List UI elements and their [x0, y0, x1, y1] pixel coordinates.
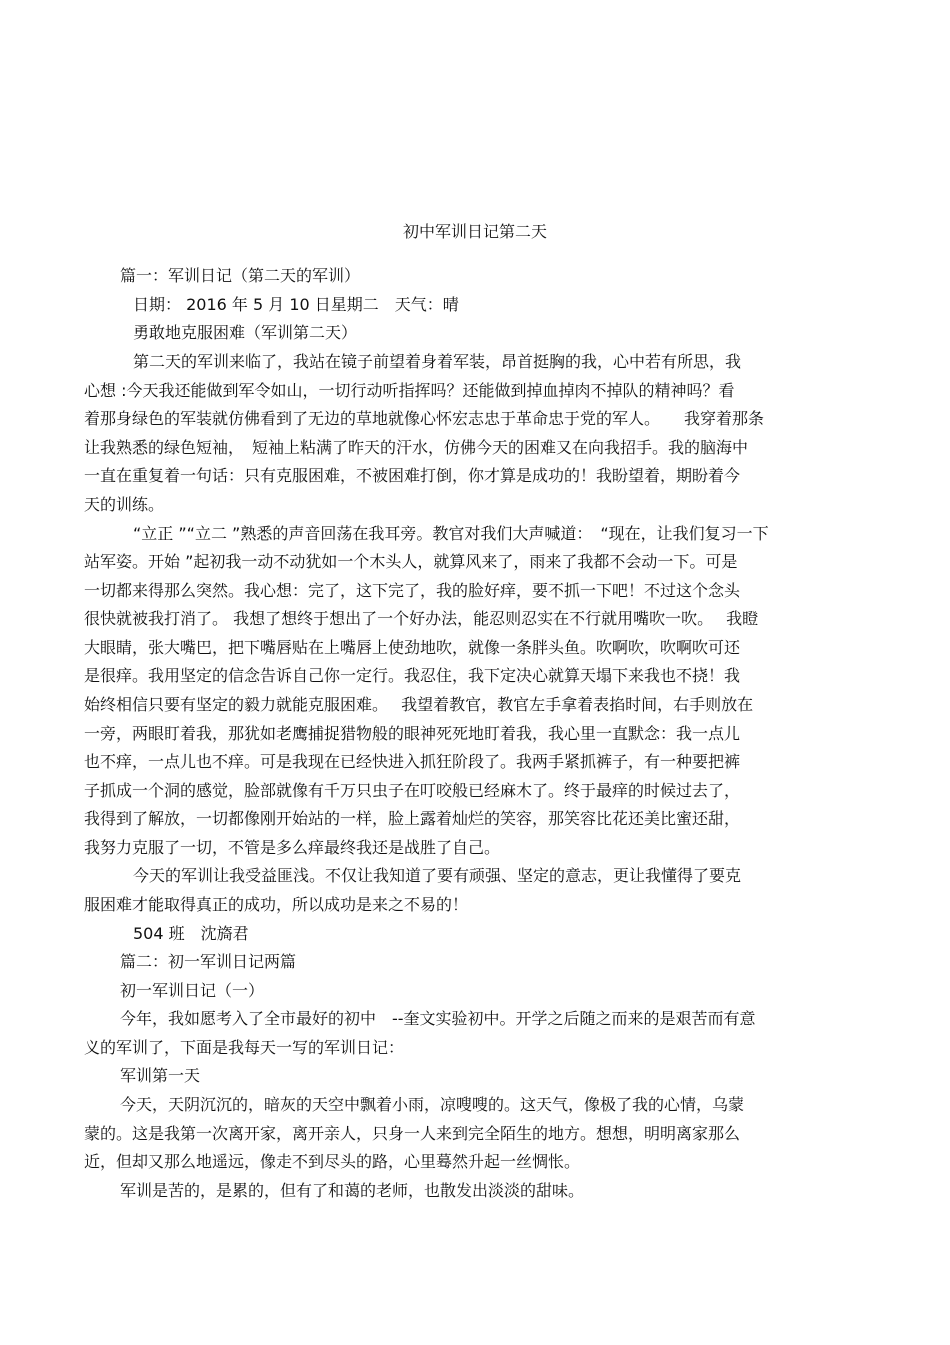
paragraph-line: 让我熟悉的绿色短袖， 短袖上粘满了昨天的汗水，仿佛今天的困难又在向我招手。我的脑海中 [84, 438, 749, 457]
paragraph-line: 服困难才能取得真正的成功，所以成功是来之不易的！ [84, 895, 469, 914]
paragraph-line: 心想 :今天我还能做到军令如山，一切行动听指挥吗？还能做到掉血掉肉不掉队的精神吗？看 [84, 381, 735, 400]
paragraph-line: 今天，天阴沉沉的，暗灰的天空中飘着小雨，凉嗖嗖的。这天气，像极了我的心情，乌蒙 [120, 1095, 745, 1114]
diary-day-heading: 军训第一天 [120, 1066, 201, 1085]
paragraph-line: 大眼睛，张大嘴巴，把下嘴唇贴在上嘴唇上使劲地吹，就像一条胖头鱼。吹啊吹，吹啊吹可还 [84, 638, 741, 657]
paragraph-line: 一直在重复着一句话：只有克服困难，不被困难打倒，你才算是成功的！我盼望着，期盼着今 [84, 466, 741, 485]
paragraph-line: 也不痒，一点儿也不痒。可是我现在已经快进入抓狂阶段了。我两手紧抓裤子，有一种要把裤 [84, 752, 741, 771]
paragraph-line: 近，但却又那么地遥远，像走不到尽头的路，心里蓦然升起一丝惆怅。 [84, 1152, 581, 1171]
paragraph-line: 蒙的。这是我第一次离开家，离开亲人，只身一人来到完全陌生的地方。想想，明明离家那么 [84, 1124, 741, 1143]
paragraph-line: 今天的军训让我受益匪浅。不仅让我知道了要有顽强、坚定的意志，更让我懂得了要克 [133, 866, 742, 885]
paragraph-line: 始终相信只要有坚定的毅力就能克服困难。 我望着教官，教官左手拿着表掐时间，右手则放在 [84, 695, 754, 714]
paragraph-line: 很快就被我打消了。 我想了想终于想出了一个好办法，能忍则忍实在不行就用嘴吹一吹。 我瞪 [84, 609, 759, 628]
author-signature: 504 班 沈旖君 [133, 924, 249, 943]
paragraph-line: 军训是苦的，是累的，但有了和蔼的老师，也散发出淡淡的甜味。 [120, 1181, 585, 1200]
paragraph-line: 子抓成一个洞的感觉，脸部就像有千万只虫子在叮咬般已经麻木了。终于最痒的时候过去了， [84, 781, 741, 800]
diary-subtitle: 初一军训日记（一） [120, 981, 265, 1000]
paragraph-line: 第二天的军训来临了，我站在镜子前望着身着军装，昂首挺胸的我，心中若有所思，我 [133, 352, 742, 371]
date-weather-line: 日期： 2016 年 5 月 10 日星期二 天气：晴 [133, 295, 459, 314]
paragraph-line: 站军姿。开始 ”起初我一动不动犹如一个木头人，就算风来了，雨来了我都不会动一下。可是 [84, 552, 738, 571]
document-title: 初中军训日记第二天 [402, 222, 547, 241]
section-heading-2: 篇二：初一军训日记两篇 [120, 952, 297, 971]
paragraph-line: 一切都来得那么突然。我心想：完了，这下完了，我的脸好痒，要不抓一下吧！不过这个念头 [84, 581, 741, 600]
paragraph-line: 着那身绿色的军装就仿佛看到了无边的草地就像心怀宏志忠于革命忠于党的军人。 我穿着那条 [84, 409, 765, 428]
paragraph-line: “立正 ”“立二 ”熟悉的声音回荡在我耳旁。教官对我们大声喊道： “现在，让我们复习一下 [133, 524, 769, 543]
diary-subtitle: 勇敢地克服困难（军训第二天） [133, 323, 358, 342]
paragraph-line: 是很痒。我用坚定的信念告诉自己你一定行。我忍住，我下定决心就算天塌下来我也不挠！我 [84, 666, 741, 685]
paragraph-line: 我得到了解放，一切都像刚开始站的一样，脸上露着灿烂的笑容，那笑容比花还美比蜜还甜， [84, 809, 741, 828]
paragraph-line: 今年，我如愿考入了全市最好的初中 --奎文实验初中。开学之后随之而来的是艰苦而有意 [120, 1009, 756, 1028]
section-heading-1: 篇一：军训日记（第二天的军训） [120, 266, 361, 285]
paragraph-line: 天的训练。 [84, 495, 165, 514]
paragraph-line: 义的军训了，下面是我每天一写的军训日记： [84, 1038, 405, 1057]
paragraph-line: 我努力克服了一切，不管是多么痒最终我还是战胜了自己。 [84, 838, 501, 857]
paragraph-line: 一旁，两眼盯着我，那犹如老鹰捕捉猎物般的眼神死死地盯着我，我心里一直默念：我一点儿 [84, 724, 741, 743]
